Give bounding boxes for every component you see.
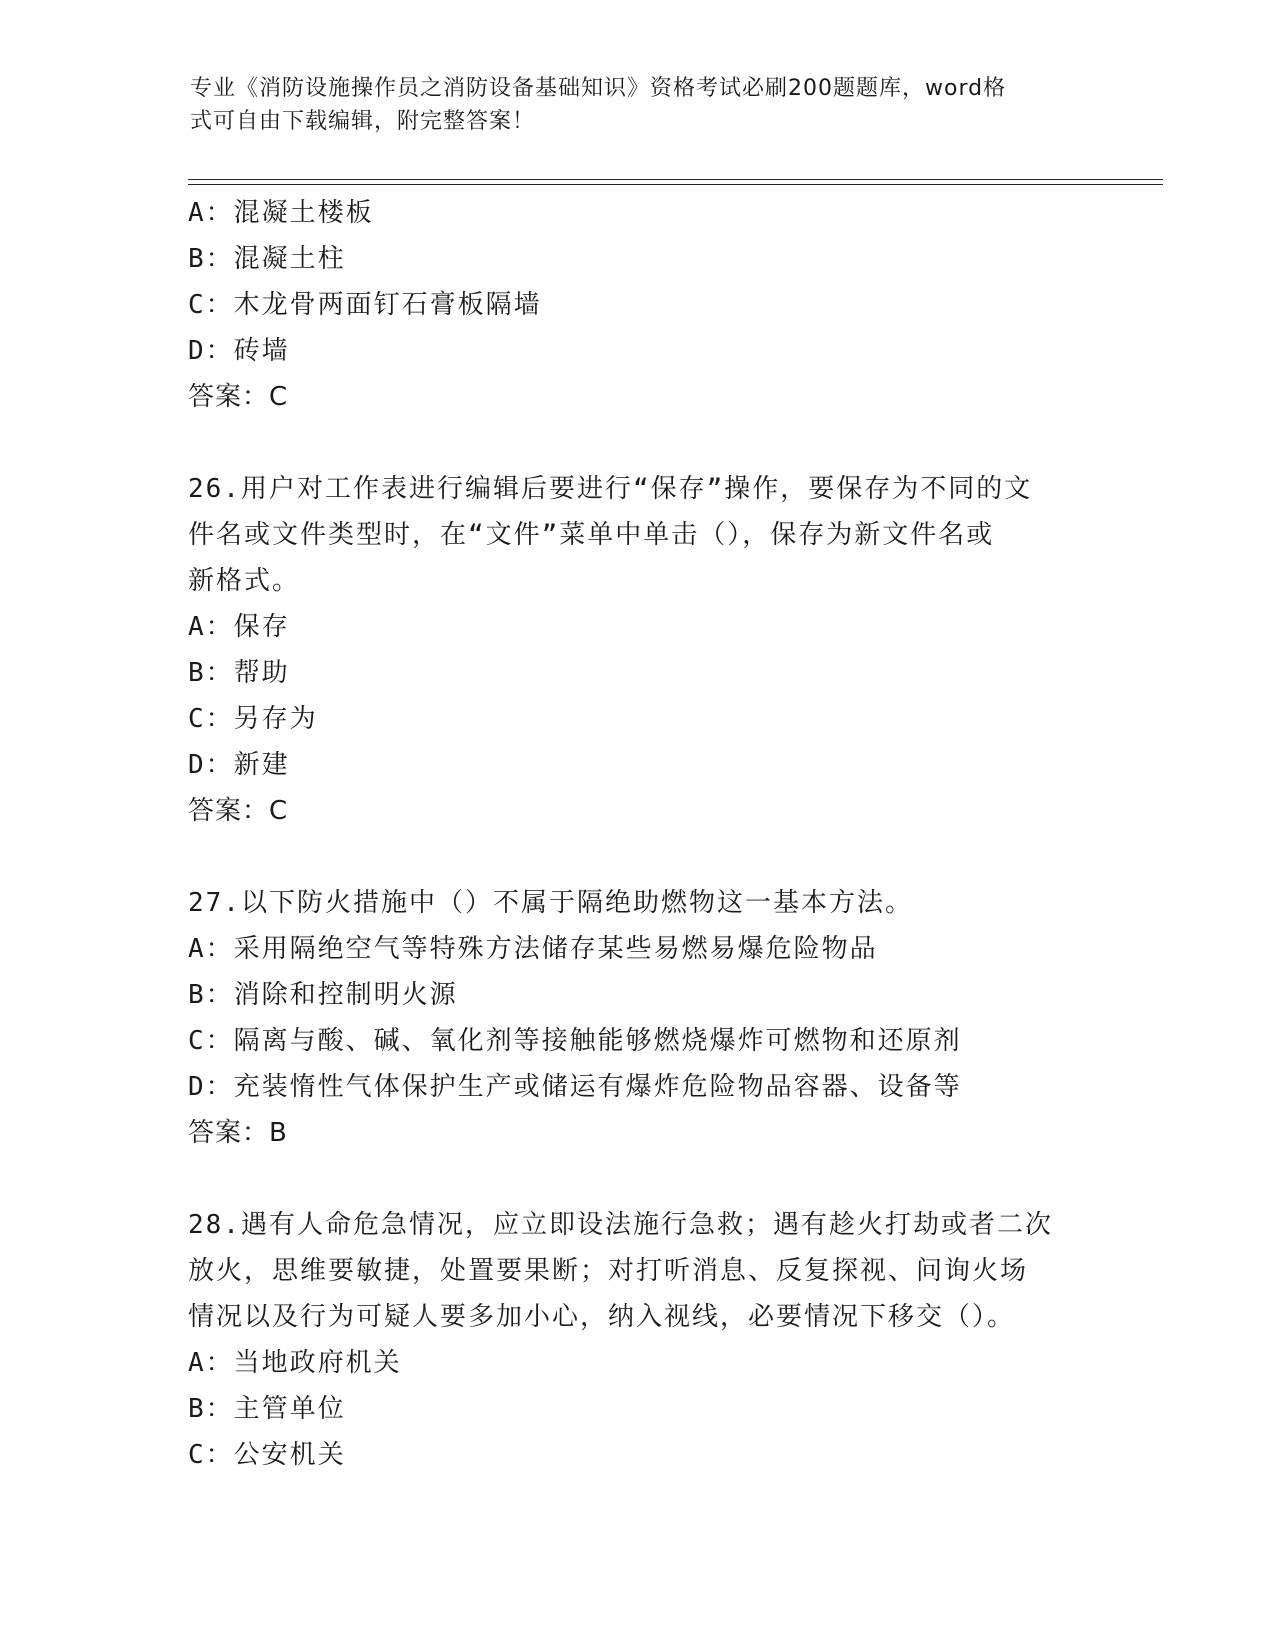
header-line-2: 式可自由下载编辑，附完整答案！	[190, 109, 536, 134]
option-d: D：砖墙	[188, 336, 290, 366]
option-b: B：消除和控制明火源	[188, 980, 458, 1010]
header-rule-bottom	[188, 184, 1163, 185]
question-text-line: 26.用户对工作表进行编辑后要进行“保存”操作，要保存为不同的文	[188, 474, 1033, 504]
spacer	[188, 420, 1088, 466]
option-c: C：木龙骨两面钉石膏板隔墙	[188, 290, 542, 320]
answer: 答案：C	[188, 796, 289, 826]
option-b: B：混凝土柱	[188, 244, 346, 274]
option-b: B：主管单位	[188, 1394, 346, 1424]
answer: 答案：B	[188, 1118, 288, 1148]
question-text	[188, 466, 1088, 604]
option-d: D：充装惰性气体保护生产或储运有爆炸危险物品容器、设备等	[188, 1072, 962, 1102]
header-line-1: 专业《消防设施操作员之消防设备基础知识》资格考试必刷200题题库，word格	[190, 76, 1007, 101]
question-text-line: 28.遇有人命危急情况，应立即设法施行急救；遇有趁火打劫或者二次	[188, 1210, 1053, 1240]
option-c: C：公安机关	[188, 1440, 346, 1470]
option-c: C：隔离与酸、碱、氧化剂等接触能够燃烧爆炸可燃物和还原剂	[188, 1026, 962, 1056]
question-text	[188, 880, 1088, 926]
document-header	[190, 72, 1090, 138]
question-content	[188, 190, 1088, 1478]
option-a: A：采用隔绝空气等特殊方法储存某些易燃易爆危险物品	[188, 934, 878, 964]
header-rule-top	[188, 179, 1163, 180]
option-a: A：混凝土楼板	[188, 198, 374, 228]
question-26	[188, 466, 1088, 834]
option-d: D：新建	[188, 750, 290, 780]
option-c: C：另存为	[188, 704, 318, 734]
answer: 答案：C	[188, 382, 289, 412]
question-text-line: 新格式。	[188, 566, 301, 596]
option-b: B：帮助	[188, 658, 290, 688]
option-a: A：当地政府机关	[188, 1348, 402, 1378]
option-a: A：保存	[188, 612, 290, 642]
spacer	[188, 834, 1088, 880]
question-text	[188, 1202, 1088, 1340]
question-25	[188, 190, 1088, 420]
question-28	[188, 1202, 1088, 1478]
question-text-line: 放火，思维要敏捷，处置要果断；对打听消息、反复探视、问询火场	[188, 1256, 1029, 1286]
question-text-line: 27.以下防火措施中（）不属于隔绝助燃物这一基本方法。	[188, 888, 913, 918]
spacer	[188, 1156, 1088, 1202]
question-27	[188, 880, 1088, 1156]
question-text-line: 件名或文件类型时，在“文件”菜单中单击（），保存为新文件名或	[188, 520, 995, 550]
question-text-line: 情况以及行为可疑人要多加小心，纳入视线，必要情况下移交（）。	[188, 1302, 1016, 1332]
